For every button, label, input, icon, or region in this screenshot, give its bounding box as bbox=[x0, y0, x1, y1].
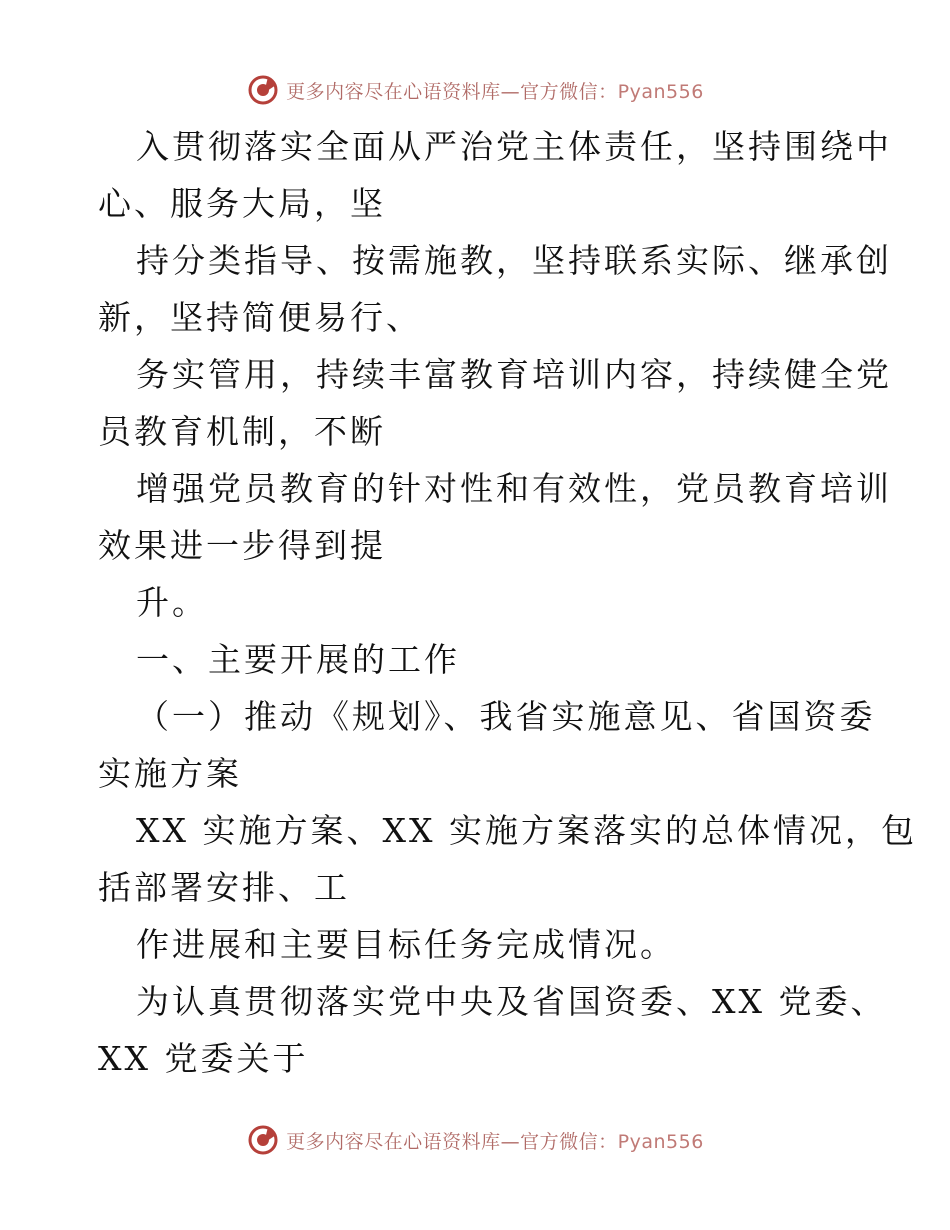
text-line: 增强党员教育的针对性和有效性，党员教育培训 bbox=[136, 469, 892, 508]
library-logo-icon bbox=[246, 1123, 280, 1157]
library-logo-icon bbox=[246, 73, 280, 107]
footer-banner bbox=[0, 1120, 950, 1160]
header-banner-text: 更多内容尽在心语资料库—官方微信：Pyan556 bbox=[286, 80, 704, 103]
header-banner bbox=[0, 70, 950, 110]
document-body bbox=[98, 118, 917, 1087]
text-line: 新，坚持简便易行、 bbox=[98, 298, 422, 337]
text-line: 升。 bbox=[136, 583, 208, 622]
section-heading: 一、主要开展的工作 bbox=[136, 640, 460, 679]
text-line: 为认真贯彻落实党中央及省国资委、XX 党委、 bbox=[136, 982, 887, 1021]
text-line: 心、服务大局，坚 bbox=[98, 184, 386, 223]
text-line: 员教育机制，不断 bbox=[98, 412, 386, 451]
text-line: XX 党委关于 bbox=[98, 1039, 309, 1078]
text-line: 入贯彻落实全面从严治党主体责任，坚持围绕中 bbox=[136, 127, 892, 166]
text-line: 务实管用，持续丰富教育培训内容，持续健全党 bbox=[136, 355, 892, 394]
text-line: 效果进一步得到提 bbox=[98, 526, 386, 565]
text-line: 作进展和主要目标任务完成情况。 bbox=[136, 925, 676, 964]
footer-banner-text: 更多内容尽在心语资料库—官方微信：Pyan556 bbox=[286, 1130, 704, 1153]
text-line: XX 实施方案、XX 实施方案落实的总体情况，包 bbox=[136, 811, 917, 850]
text-line: 括部署安排、工 bbox=[98, 868, 350, 907]
subsection-heading: （一）推动《规划》、我省实施意见、省国资委 bbox=[136, 697, 876, 736]
text-line: 实施方案 bbox=[98, 754, 242, 793]
text-line: 持分类指导、按需施教，坚持联系实际、继承创 bbox=[136, 241, 892, 280]
